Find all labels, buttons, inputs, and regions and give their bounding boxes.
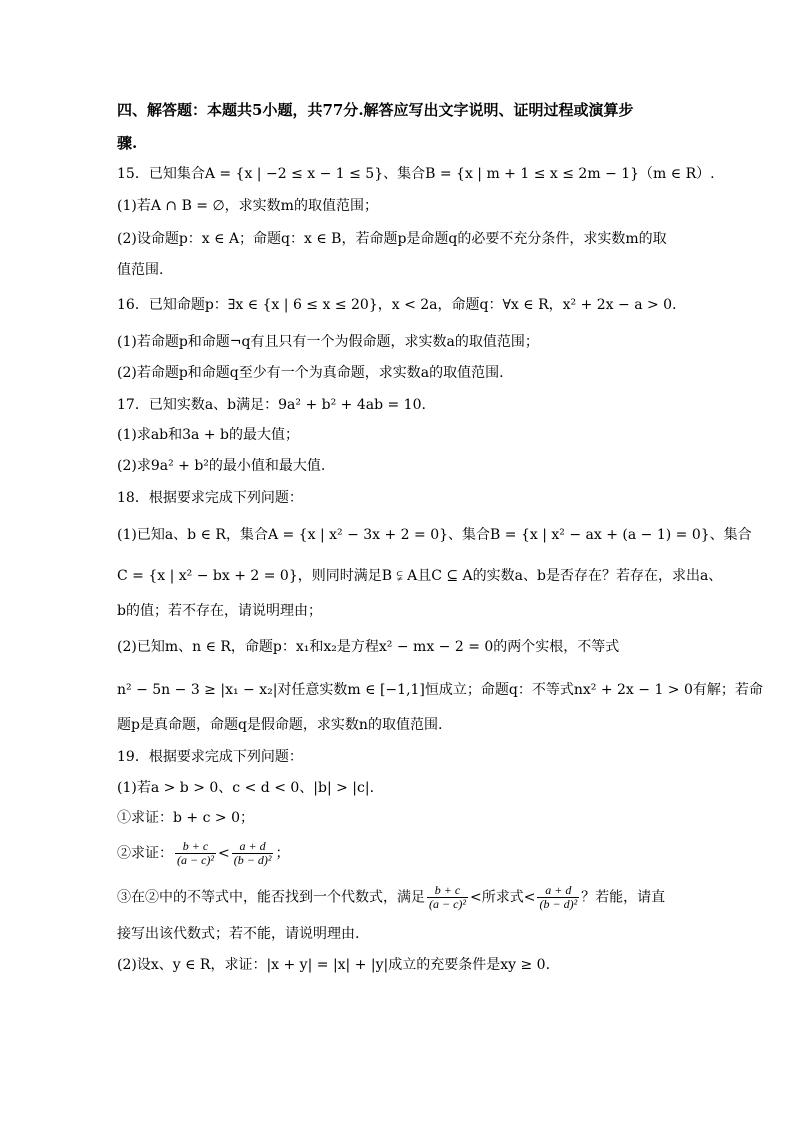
q19-claim3-line2: 接写出该代数式；若不能，请说明理由.: [117, 926, 360, 942]
q18-part1-line1: (1)已知a、b ∈ R，集合A = {x | x² − 3x + 2 = 0}、集合B = {x | x² − ax + (a − 1) = 0}、集合: [117, 527, 752, 543]
q18-part1-line3: b的值；若不存在，请说明理由；: [117, 603, 322, 619]
q18-part2-line1: (2)已知m、n ∈ R，命题p：x₁和x₂是方程x² − mx − 2 = 0的两个实根，不等式: [117, 639, 620, 655]
less-than-sign: <: [218, 845, 230, 862]
fraction-left-2-numerator: b + c: [427, 884, 468, 898]
q17-part1: (1)求ab和3a + b的最大值；: [117, 427, 299, 443]
q17-stem: 17．已知实数a、b满足：9a² + b² + 4ab = 10.: [117, 397, 426, 413]
section-heading-line2: 骤.: [117, 134, 138, 152]
q15-part1: (1)若A ∩ B = ∅，求实数m的取值范围；: [117, 198, 378, 214]
q19-claim2: [117, 840, 289, 867]
q16-stem: 16．已知命题p：∃x ∈ {x | 6 ≤ x ≤ 20}，x < 2a，命题q：∀x ∈ R，x² + 2x − a > 0．: [117, 297, 687, 313]
fraction-left-2-denominator: (a − c)²: [429, 897, 467, 911]
fraction-right-2: [537, 884, 579, 911]
fraction-right-numerator: a + d: [232, 840, 274, 854]
fraction-right: [232, 840, 274, 867]
q18-part1-line2: C = {x | x² − bx + 2 = 0}，则同时满足B ⫋ A且C ⊆ A的实数a、b是否存在？若存在，求出a、: [117, 568, 723, 584]
fraction-right-2-numerator: a + d: [537, 884, 579, 898]
fraction-left-denominator: (a − c)²: [177, 853, 215, 867]
fraction-right-denominator: (b − d)²: [233, 853, 272, 867]
q19-part1: (1)若a > b > 0、c < d < 0、|b| > |c|.: [117, 780, 375, 796]
q16-part1: (1)若命题p和命题¬q有且只有一个为假命题，求实数a的取值范围；: [117, 334, 539, 350]
q17-part2: (2)求9a² + b²的最小值和最大值.: [117, 458, 326, 474]
q18-part2-line2: n² − 5n − 3 ≥ |x₁ − x₂|对任意实数m ∈ [−1,1]恒成立；命题q：不等式nx² + 2x − 1 > 0有解；若命: [117, 682, 763, 698]
q19-claim1: ①求证：b + c > 0；: [117, 810, 254, 826]
q19-claim3-middle: <所求式<: [470, 889, 536, 906]
q19-claim2-label: ②求证：: [117, 845, 173, 862]
q18-stem: 18．根据要求完成下列问题：: [117, 490, 303, 506]
q19-stem: 19．根据要求完成下列问题：: [117, 749, 303, 765]
q15-part2-line1: (2)设命题p：x ∈ A；命题q：x ∈ B，若命题p是命题q的必要不充分条件，求实数m的取: [117, 231, 667, 247]
q15-stem: 15．已知集合A = {x | −2 ≤ x − 1 ≤ 5}、集合B = {x | m + 1 ≤ x ≤ 2m − 1}（m ∈ R）.: [117, 166, 715, 182]
fraction-right-2-denominator: (b − d)²: [539, 897, 578, 911]
q18-part2-line3: 题p是真命题，命题q是假命题，求实数n的取值范围.: [117, 717, 443, 733]
q19-claim3-prefix: ③在②中的不等式中，能否找到一个代数式，满足: [117, 889, 425, 906]
q19-claim3-line1: [117, 884, 665, 911]
fraction-left-2: [427, 884, 468, 911]
fraction-left: [175, 840, 216, 867]
q19-claim2-end: ；: [275, 845, 290, 862]
section-heading-line1: 四、解答题：本题共5小题，共77分.解答应写出文字说明、证明过程或演算步: [117, 101, 634, 119]
q16-part2: (2)若命题p和命题q至少有一个为真命题，求实数a的取值范围.: [117, 365, 504, 381]
fraction-left-numerator: b + c: [175, 840, 216, 854]
q15-part2-line2: 值范围.: [117, 262, 164, 278]
q19-claim3-suffix: ？若能，请直: [581, 889, 666, 906]
q19-part2: (2)设x、y ∈ R，求证：|x + y| = |x| + |y|成立的充要条件是xy ≥ 0.: [117, 957, 551, 973]
